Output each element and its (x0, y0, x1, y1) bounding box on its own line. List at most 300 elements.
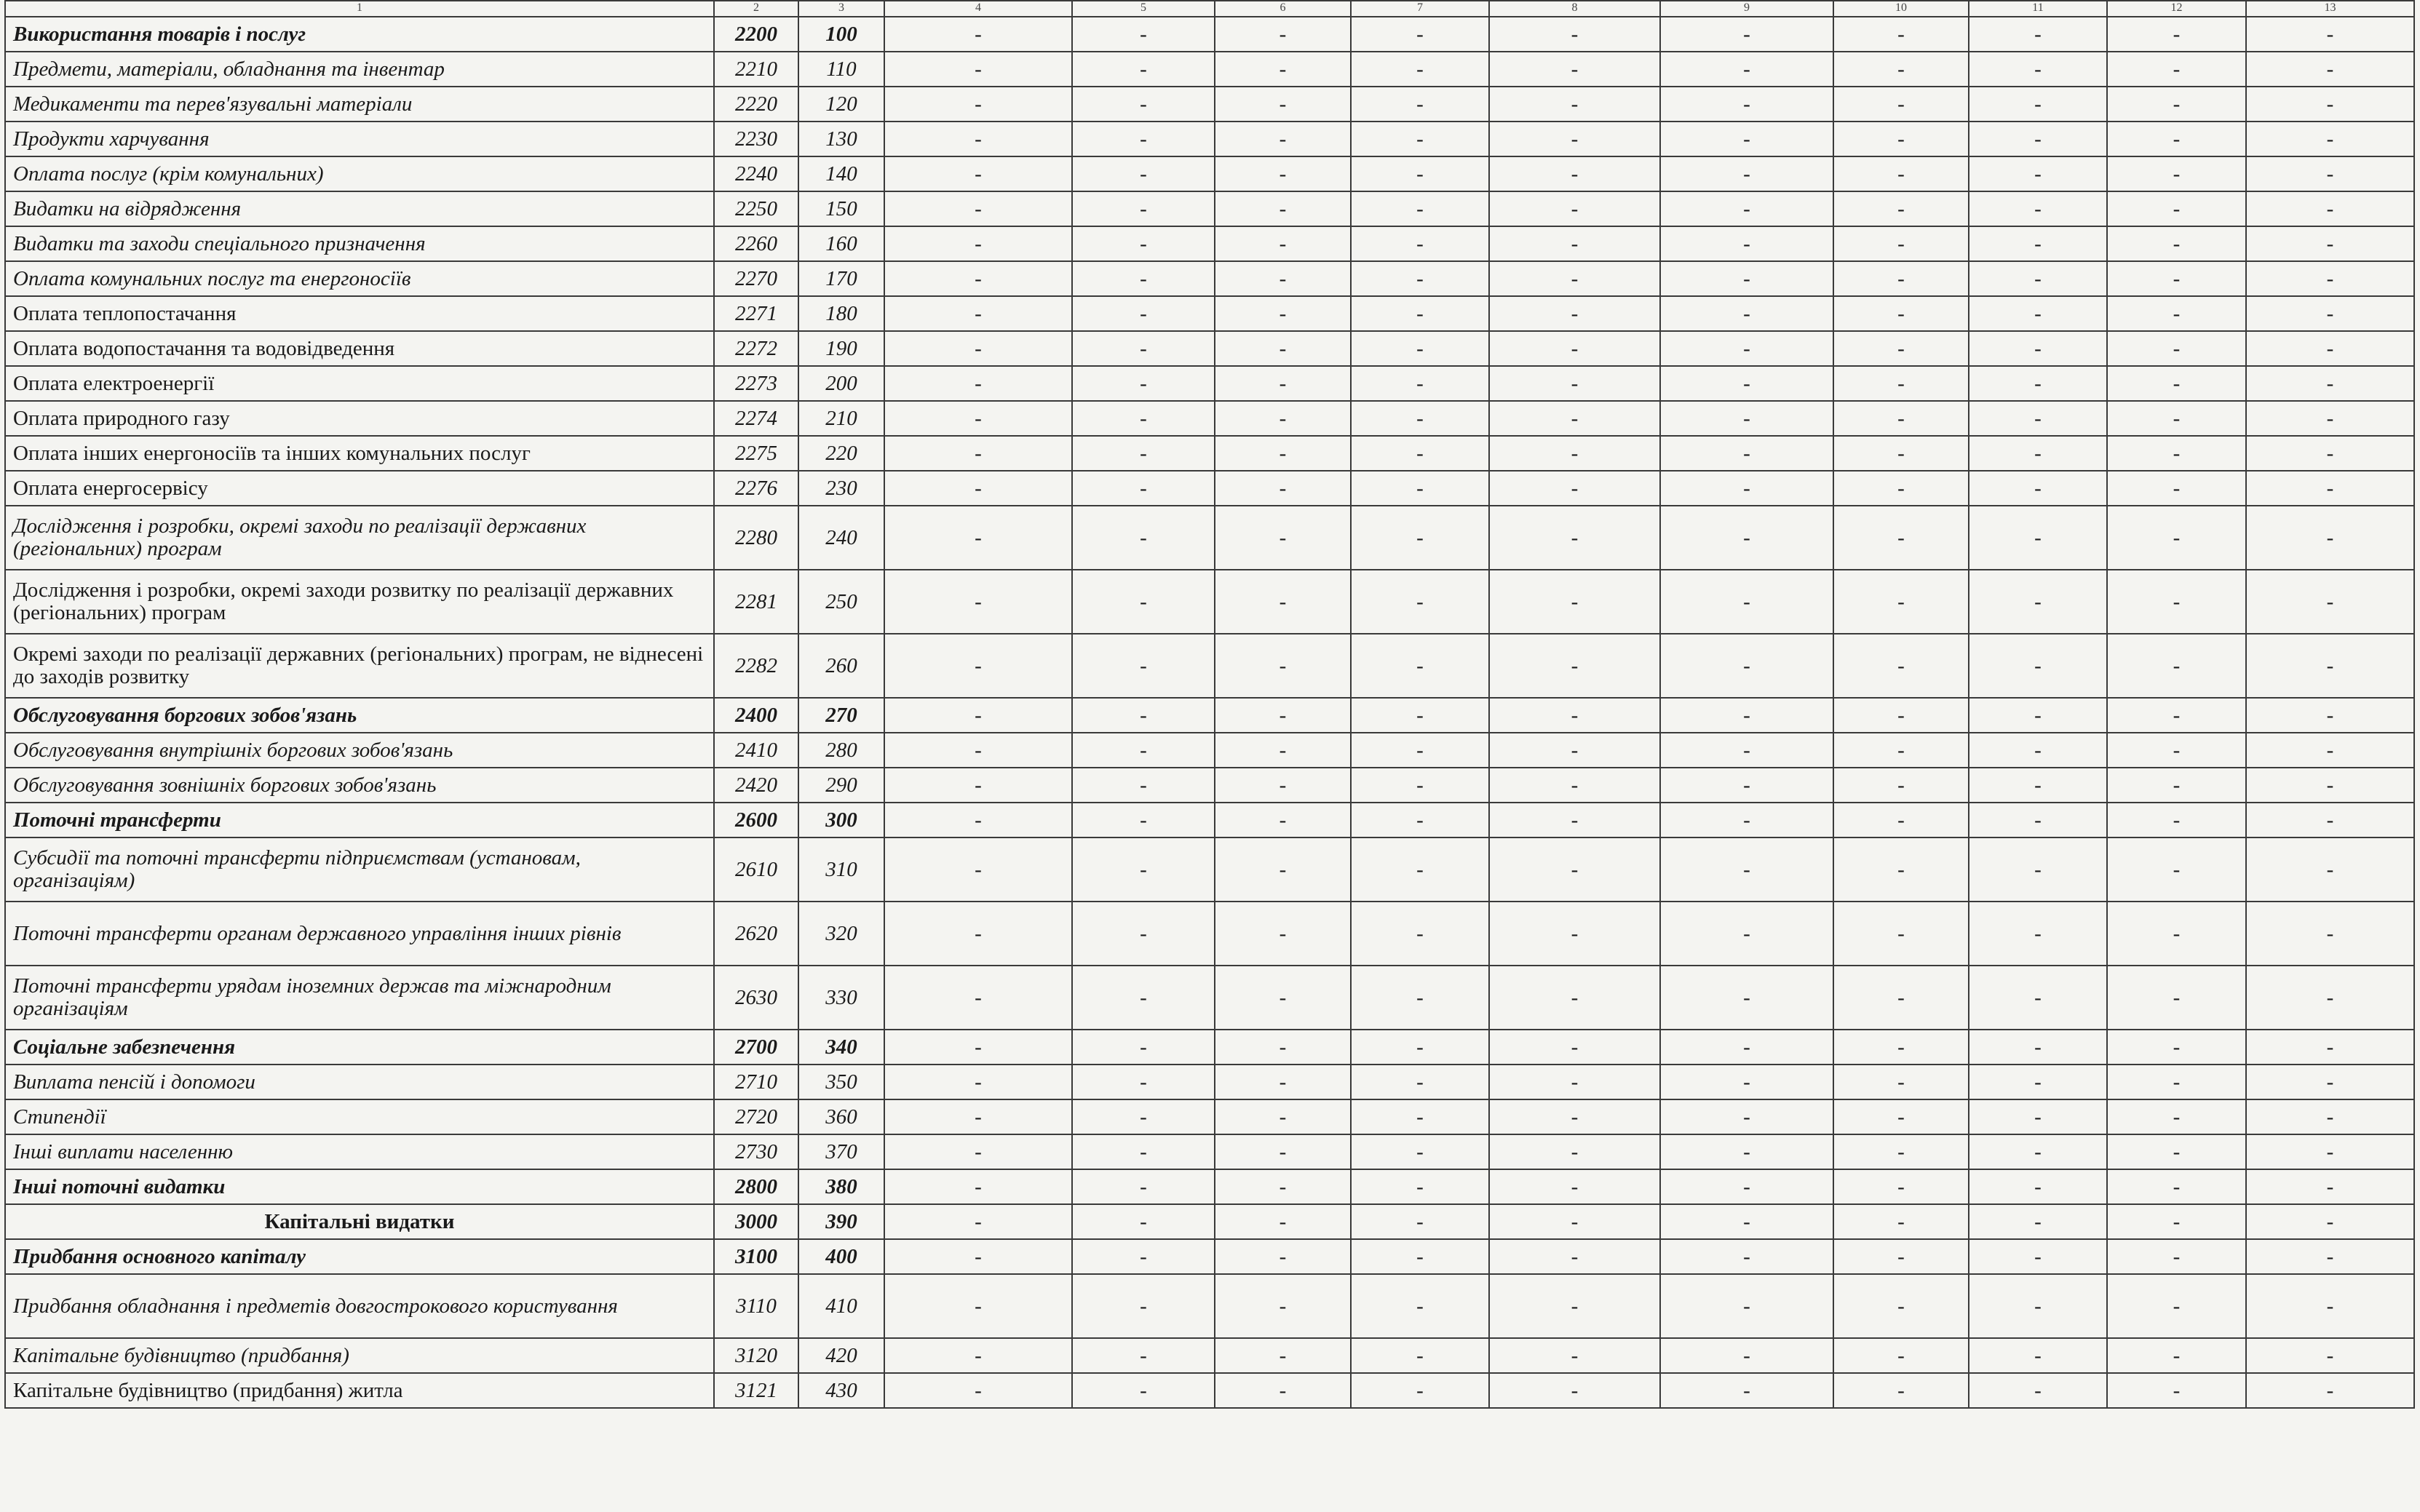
value-cell: - (1351, 156, 1489, 191)
row-name: Обслуговування зовнішніх боргових зобов'язань (5, 768, 714, 803)
value-cell: - (2107, 1169, 2246, 1204)
value-cell: - (1833, 436, 1969, 471)
value-cell: - (884, 1099, 1072, 1134)
kekv-code: 2610 (714, 837, 798, 902)
value-cell: - (2246, 17, 2414, 52)
value-cell: - (884, 1065, 1072, 1099)
value-cell: - (1833, 1204, 1969, 1239)
table-row (5, 1134, 2414, 1169)
value-cell: - (2246, 768, 2414, 803)
value-cell: - (1215, 471, 1351, 506)
value-cell: - (2107, 471, 2246, 506)
value-cell: - (2246, 1274, 2414, 1338)
value-cell: - (884, 803, 1072, 837)
value-cell: - (1969, 733, 2107, 768)
value-cell: - (1489, 87, 1660, 122)
value-cell: - (2246, 471, 2414, 506)
value-cell: - (1489, 1373, 1660, 1408)
table-row (5, 1065, 2414, 1099)
value-cell: - (1072, 366, 1215, 401)
value-cell: - (1215, 401, 1351, 436)
value-cell: - (2246, 331, 2414, 366)
value-cell: - (1351, 471, 1489, 506)
value-cell: - (1489, 1030, 1660, 1065)
value-cell: - (1351, 261, 1489, 296)
value-cell: - (2246, 803, 2414, 837)
table-row (5, 506, 2414, 570)
value-cell: - (1660, 471, 1833, 506)
value-cell: - (2246, 366, 2414, 401)
value-cell: - (1833, 803, 1969, 837)
value-cell: - (1660, 122, 1833, 156)
kekv-code: 2240 (714, 156, 798, 191)
value-cell: - (2107, 1065, 2246, 1099)
value-cell: - (1215, 331, 1351, 366)
expense-table (4, 0, 2415, 1409)
value-cell: - (1489, 366, 1660, 401)
kekv-code: 2630 (714, 966, 798, 1030)
value-cell: - (1833, 733, 1969, 768)
table-row (5, 570, 2414, 634)
value-cell: - (1833, 1274, 1969, 1338)
value-cell: - (1489, 471, 1660, 506)
value-cell: - (1660, 436, 1833, 471)
value-cell: - (1660, 87, 1833, 122)
value-cell: - (1351, 226, 1489, 261)
kekv-code: 2271 (714, 296, 798, 331)
kekv-code: 2270 (714, 261, 798, 296)
kekv-code: 2720 (714, 1099, 798, 1134)
table-row (5, 331, 2414, 366)
value-cell: - (1489, 122, 1660, 156)
value-cell: - (2246, 837, 2414, 902)
row-name: Оплата природного газу (5, 401, 714, 436)
value-cell: - (1660, 803, 1833, 837)
value-cell: - (2107, 296, 2246, 331)
value-cell: - (1489, 156, 1660, 191)
value-cell: - (1833, 1134, 1969, 1169)
row-name: Продукти харчування (5, 122, 714, 156)
line-code: 210 (798, 401, 884, 436)
table-row (5, 87, 2414, 122)
value-cell: - (884, 837, 1072, 902)
line-code: 170 (798, 261, 884, 296)
value-cell: - (1969, 768, 2107, 803)
line-code: 290 (798, 768, 884, 803)
value-cell: - (1969, 261, 2107, 296)
line-code: 350 (798, 1065, 884, 1099)
value-cell: - (1969, 966, 2107, 1030)
row-name: Предмети, матеріали, обладнання та інвентар (5, 52, 714, 87)
value-cell: - (1489, 634, 1660, 698)
kekv-code: 2276 (714, 471, 798, 506)
value-cell: - (884, 261, 1072, 296)
value-cell: - (1833, 191, 1969, 226)
kekv-code: 3000 (714, 1204, 798, 1239)
value-cell: - (1072, 966, 1215, 1030)
line-code: 360 (798, 1099, 884, 1134)
value-cell: - (1833, 1099, 1969, 1134)
value-cell: - (1969, 1373, 2107, 1408)
value-cell: - (1072, 1099, 1215, 1134)
value-cell: - (1660, 366, 1833, 401)
value-cell: - (1969, 902, 2107, 966)
value-cell: - (1660, 698, 1833, 733)
line-code: 330 (798, 966, 884, 1030)
value-cell: - (1833, 1169, 1969, 1204)
value-cell: - (1489, 1239, 1660, 1274)
value-cell: - (1215, 1169, 1351, 1204)
value-cell: - (1833, 966, 1969, 1030)
value-cell: - (2107, 17, 2246, 52)
table-row (5, 261, 2414, 296)
row-name: Інші виплати населенню (5, 1134, 714, 1169)
value-cell: - (1489, 436, 1660, 471)
line-code: 160 (798, 226, 884, 261)
row-name: Оплата комунальних послуг та енергоносіїв (5, 261, 714, 296)
kekv-code: 2274 (714, 401, 798, 436)
table-row (5, 1239, 2414, 1274)
value-cell: - (884, 1373, 1072, 1408)
value-cell: - (884, 366, 1072, 401)
value-cell: - (1489, 1134, 1660, 1169)
row-name: Субсидії та поточні трансферти підприємствам (установам, організаціям) (5, 837, 714, 902)
line-code: 260 (798, 634, 884, 698)
value-cell: - (2246, 1338, 2414, 1373)
value-cell: - (884, 87, 1072, 122)
value-cell: - (1215, 506, 1351, 570)
line-code: 390 (798, 1204, 884, 1239)
value-cell: - (1351, 1274, 1489, 1338)
value-cell: - (2107, 1239, 2246, 1274)
column-number: 11 (1969, 1, 2107, 17)
value-cell: - (1351, 1030, 1489, 1065)
value-cell: - (1969, 698, 2107, 733)
kekv-code: 2281 (714, 570, 798, 634)
value-cell: - (2246, 1204, 2414, 1239)
value-cell: - (1072, 1030, 1215, 1065)
value-cell: - (1833, 156, 1969, 191)
value-cell: - (1215, 261, 1351, 296)
kekv-code: 2230 (714, 122, 798, 156)
value-cell: - (1969, 366, 2107, 401)
value-cell: - (1660, 1338, 1833, 1373)
row-name: Оплата теплопостачання (5, 296, 714, 331)
value-cell: - (1833, 837, 1969, 902)
line-code: 300 (798, 803, 884, 837)
table-row (5, 1274, 2414, 1338)
table-row (5, 17, 2414, 52)
value-cell: - (1833, 17, 1969, 52)
value-cell: - (884, 191, 1072, 226)
value-cell: - (2107, 52, 2246, 87)
value-cell: - (1969, 1274, 2107, 1338)
row-name: Окремі заходи по реалізації державних (регіональних) програм, не віднесені до заходів розвитку (5, 634, 714, 698)
value-cell: - (2246, 1169, 2414, 1204)
column-number: 6 (1215, 1, 1351, 17)
value-cell: - (1969, 191, 2107, 226)
column-number: 2 (714, 1, 798, 17)
value-cell: - (1351, 331, 1489, 366)
value-cell: - (1215, 733, 1351, 768)
value-cell: - (1969, 471, 2107, 506)
row-name: Соціальне забезпечення (5, 1030, 714, 1065)
column-number: 12 (2107, 1, 2246, 17)
value-cell: - (1833, 366, 1969, 401)
table-row (5, 966, 2414, 1030)
line-code: 200 (798, 366, 884, 401)
value-cell: - (1489, 1274, 1660, 1338)
value-cell: - (1215, 87, 1351, 122)
value-cell: - (1351, 506, 1489, 570)
value-cell: - (2246, 436, 2414, 471)
value-cell: - (2107, 634, 2246, 698)
kekv-code: 2220 (714, 87, 798, 122)
value-cell: - (1351, 191, 1489, 226)
value-cell: - (1969, 634, 2107, 698)
value-cell: - (1489, 902, 1660, 966)
kekv-code: 2620 (714, 902, 798, 966)
value-cell: - (1833, 506, 1969, 570)
value-cell: - (2107, 1373, 2246, 1408)
value-cell: - (1833, 902, 1969, 966)
value-cell: - (1969, 331, 2107, 366)
table-row (5, 1373, 2414, 1408)
table-row (5, 698, 2414, 733)
kekv-code: 2800 (714, 1169, 798, 1204)
value-cell: - (1215, 1239, 1351, 1274)
table-row (5, 768, 2414, 803)
line-code: 250 (798, 570, 884, 634)
value-cell: - (1833, 87, 1969, 122)
value-cell: - (1833, 296, 1969, 331)
row-name: Поточні трансферти урядам іноземних держав та міжнародним організаціям (5, 966, 714, 1030)
value-cell: - (1215, 1099, 1351, 1134)
table-row (5, 471, 2414, 506)
kekv-code: 2250 (714, 191, 798, 226)
value-cell: - (1215, 17, 1351, 52)
value-cell: - (1660, 902, 1833, 966)
value-cell: - (2246, 966, 2414, 1030)
line-code: 340 (798, 1030, 884, 1065)
value-cell: - (1072, 570, 1215, 634)
row-name: Виплата пенсій і допомоги (5, 1065, 714, 1099)
column-number: 7 (1351, 1, 1489, 17)
line-code: 110 (798, 52, 884, 87)
value-cell: - (1969, 1065, 2107, 1099)
value-cell: - (2107, 837, 2246, 902)
value-cell: - (1833, 401, 1969, 436)
table-row (5, 803, 2414, 837)
value-cell: - (1660, 401, 1833, 436)
kekv-code: 3121 (714, 1373, 798, 1408)
value-cell: - (1489, 17, 1660, 52)
value-cell: - (1072, 1338, 1215, 1373)
value-cell: - (1072, 1169, 1215, 1204)
value-cell: - (1489, 768, 1660, 803)
value-cell: - (1969, 506, 2107, 570)
value-cell: - (1660, 1099, 1833, 1134)
value-cell: - (884, 966, 1072, 1030)
table-row (5, 1338, 2414, 1373)
table-row (5, 1204, 2414, 1239)
value-cell: - (2246, 1134, 2414, 1169)
value-cell: - (1660, 296, 1833, 331)
value-cell: - (2107, 803, 2246, 837)
value-cell: - (1489, 1338, 1660, 1373)
value-cell: - (1215, 1030, 1351, 1065)
value-cell: - (1969, 1338, 2107, 1373)
value-cell: - (1969, 17, 2107, 52)
column-number: 3 (798, 1, 884, 17)
table-row (5, 296, 2414, 331)
value-cell: - (1489, 52, 1660, 87)
value-cell: - (1660, 837, 1833, 902)
value-cell: - (1351, 52, 1489, 87)
table-row (5, 366, 2414, 401)
value-cell: - (2246, 87, 2414, 122)
value-cell: - (1351, 17, 1489, 52)
value-cell: - (884, 1134, 1072, 1169)
value-cell: - (1215, 296, 1351, 331)
row-name: Дослідження і розробки, окремі заходи по реалізації державних (регіональних) програм (5, 506, 714, 570)
value-cell: - (1660, 52, 1833, 87)
value-cell: - (1489, 401, 1660, 436)
column-number: 4 (884, 1, 1072, 17)
value-cell: - (1489, 837, 1660, 902)
value-cell: - (1489, 1099, 1660, 1134)
value-cell: - (1969, 401, 2107, 436)
value-cell: - (1351, 1134, 1489, 1169)
line-code: 150 (798, 191, 884, 226)
value-cell: - (1351, 966, 1489, 1030)
value-cell: - (1833, 122, 1969, 156)
line-code: 400 (798, 1239, 884, 1274)
value-cell: - (1215, 837, 1351, 902)
kekv-code: 2282 (714, 634, 798, 698)
column-number: 10 (1833, 1, 1969, 17)
value-cell: - (2107, 1338, 2246, 1373)
row-name: Придбання основного капіталу (5, 1239, 714, 1274)
value-cell: - (884, 226, 1072, 261)
row-name: Оплата енергосервісу (5, 471, 714, 506)
value-cell: - (1660, 156, 1833, 191)
value-cell: - (884, 506, 1072, 570)
row-name: Оплата водопостачання та водовідведення (5, 331, 714, 366)
value-cell: - (1969, 436, 2107, 471)
value-cell: - (1072, 87, 1215, 122)
kekv-code: 3120 (714, 1338, 798, 1373)
value-cell: - (884, 471, 1072, 506)
value-cell: - (1072, 1373, 1215, 1408)
value-cell: - (2107, 1204, 2246, 1239)
row-name: Видатки на відрядження (5, 191, 714, 226)
value-cell: - (1072, 768, 1215, 803)
value-cell: - (1072, 733, 1215, 768)
value-cell: - (884, 1204, 1072, 1239)
row-name: Стипендії (5, 1099, 714, 1134)
value-cell: - (884, 1338, 1072, 1373)
value-cell: - (1660, 1204, 1833, 1239)
value-cell: - (2107, 570, 2246, 634)
value-cell: - (2107, 401, 2246, 436)
row-name: Придбання обладнання і предметів довгострокового користування (5, 1274, 714, 1338)
value-cell: - (1969, 1099, 2107, 1134)
value-cell: - (1215, 698, 1351, 733)
value-cell: - (2246, 52, 2414, 87)
value-cell: - (1660, 1373, 1833, 1408)
table-row (5, 401, 2414, 436)
line-code: 180 (798, 296, 884, 331)
value-cell: - (1351, 1099, 1489, 1134)
value-cell: - (1351, 768, 1489, 803)
value-cell: - (1833, 471, 1969, 506)
value-cell: - (2246, 1373, 2414, 1408)
value-cell: - (1072, 1134, 1215, 1169)
value-cell: - (1489, 296, 1660, 331)
line-code: 240 (798, 506, 884, 570)
value-cell: - (1489, 570, 1660, 634)
value-cell: - (1833, 1030, 1969, 1065)
value-cell: - (1215, 570, 1351, 634)
value-cell: - (2107, 261, 2246, 296)
line-code: 270 (798, 698, 884, 733)
value-cell: - (884, 331, 1072, 366)
value-cell: - (2107, 331, 2246, 366)
value-cell: - (884, 1030, 1072, 1065)
value-cell: - (2246, 902, 2414, 966)
value-cell: - (1072, 261, 1215, 296)
line-code: 380 (798, 1169, 884, 1204)
value-cell: - (1351, 87, 1489, 122)
value-cell: - (1969, 570, 2107, 634)
value-cell: - (1072, 698, 1215, 733)
value-cell: - (1833, 698, 1969, 733)
table-row (5, 1030, 2414, 1065)
value-cell: - (1215, 122, 1351, 156)
value-cell: - (2107, 698, 2246, 733)
value-cell: - (1969, 1030, 2107, 1065)
value-cell: - (1833, 261, 1969, 296)
value-cell: - (1072, 1204, 1215, 1239)
line-code: 100 (798, 17, 884, 52)
value-cell: - (1215, 156, 1351, 191)
value-cell: - (1215, 191, 1351, 226)
value-cell: - (1215, 1373, 1351, 1408)
value-cell: - (1660, 261, 1833, 296)
column-number: 8 (1489, 1, 1660, 17)
value-cell: - (1833, 1338, 1969, 1373)
kekv-code: 2710 (714, 1065, 798, 1099)
value-cell: - (884, 733, 1072, 768)
value-cell: - (1072, 226, 1215, 261)
column-number: 9 (1660, 1, 1833, 17)
row-name: Поточні трансферти (5, 803, 714, 837)
value-cell: - (2107, 122, 2246, 156)
value-cell: - (1969, 226, 2107, 261)
table-row (5, 191, 2414, 226)
row-name: Обслуговування боргових зобов'язань (5, 698, 714, 733)
value-cell: - (2107, 1274, 2246, 1338)
value-cell: - (1215, 768, 1351, 803)
line-code: 140 (798, 156, 884, 191)
row-name: Обслуговування внутрішніх боргових зобов'язань (5, 733, 714, 768)
value-cell: - (1351, 1338, 1489, 1373)
kekv-code: 2400 (714, 698, 798, 733)
value-cell: - (1351, 122, 1489, 156)
table-row (5, 52, 2414, 87)
value-cell: - (1215, 634, 1351, 698)
